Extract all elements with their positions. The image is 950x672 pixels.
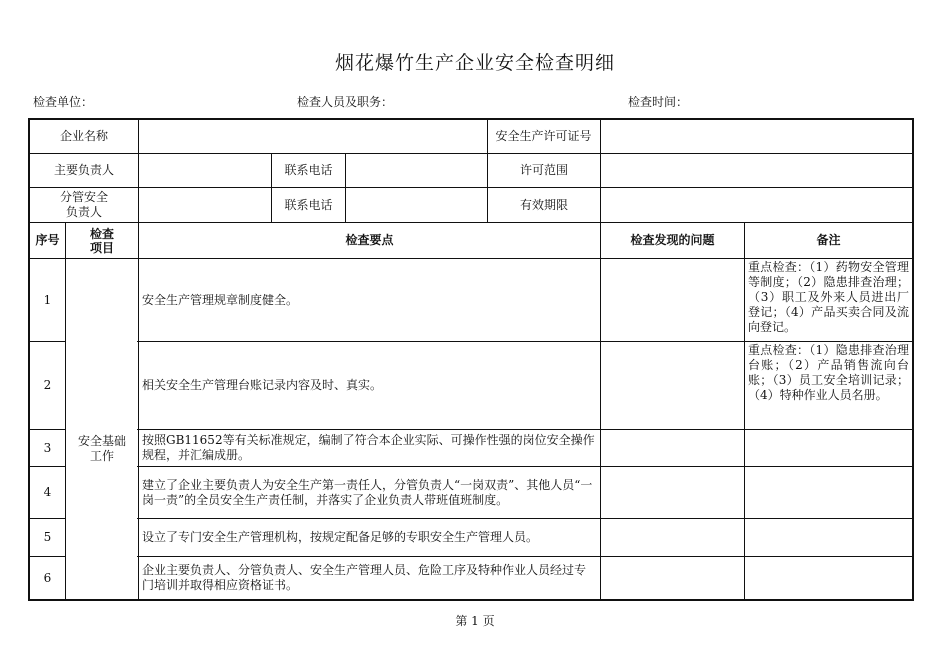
phone-label-1: 联系电话 [284,163,333,177]
validity-label: 有效期限 [519,197,568,212]
license-scope-label: 许可范围 [519,163,568,177]
row-5-issues-field[interactable] [601,519,744,556]
header-item [66,223,138,258]
row-3-point: 按照GB11652等有关标准规定，编制了符合本企业实际、可操作性强的岗位安全操作规程，并汇编成册。 [142,433,595,462]
row-2-no: 2 [43,378,52,392]
row-5-remark-field[interactable] [745,519,912,556]
row-3-issues-field[interactable] [601,430,744,466]
license-scope-field[interactable] [601,154,912,187]
header-no: 序号 [35,233,60,247]
category-line1: 安全基础 [77,434,126,448]
row-2-point: 相关安全生产管理台账记录内容及时、真实。 [142,378,383,392]
phone-field-2[interactable] [346,188,487,222]
inspector-label: 检查人员及职务： [297,95,394,109]
company-name-label: 企业名称 [59,128,108,143]
category-safety-basics [66,259,138,599]
row-1-issues-field[interactable] [601,259,744,341]
main-leader-label: 主要负责人 [53,163,114,177]
row-1-no: 1 [43,292,52,307]
company-name-field[interactable] [138,119,487,153]
row-1-point: 安全生产管理规章制度健全。 [142,292,299,307]
row-4-no: 4 [43,485,52,499]
deputy-leader-field[interactable] [139,188,271,222]
main-leader-field[interactable] [139,154,271,187]
phone-field-1[interactable] [346,154,487,187]
inspection-table [28,118,914,601]
header-item-line1: 检查 [89,226,114,241]
row-1-remark: 重点检查：（1）药物安全管理等制度；（2）隐患排查治理；（3）职工及外来人员进出厂登记；（4）产品买卖合同及流向登记。 [748,260,909,334]
row-4-remark-field[interactable] [745,467,912,518]
header-issues: 检查发现的问题 [630,233,715,247]
header-remarks: 备注 [816,233,841,247]
license-number-field[interactable] [601,119,912,153]
inspection-time-label: 检查时间： [628,95,689,109]
row-6-issues-field[interactable] [601,557,744,599]
row-5-point: 设立了专门安全生产管理机构，按规定配备足够的专职安全生产管理人员。 [142,530,539,544]
row-2-remark: 重点检查：（1）隐患排查治理台账；（2）产品销售流向台账；（3）员工安全培训记录；（4）特种作业人员名册。 [748,343,909,402]
license-number-label: 安全生产许可证号 [495,128,592,143]
row-3-remark-field[interactable] [745,430,912,466]
header-points: 检查要点 [345,233,394,247]
row-2-issues-field[interactable] [601,342,744,429]
header-item-line2: 项目 [89,240,114,255]
deputy-leader-label [30,188,138,222]
validity-field[interactable] [601,188,912,222]
row-5-no: 5 [43,530,52,544]
deputy-leader-label-line1: 分管安全 [59,190,108,204]
row-6-remark-field[interactable] [745,557,912,599]
row-4-point: 建立了企业主要负责人为安全生产第一责任人，分管负责人“一岗双责”、其他人员“一岗一责”的全员安全生产责任制，并落实了企业负责人带班值班制度。 [142,477,593,507]
row-3-no: 3 [43,440,52,455]
row-6-no: 6 [43,570,52,585]
inspection-unit-label: 检查单位： [33,95,94,109]
page-number: 第 1 页 [455,614,495,628]
phone-label-2: 联系电话 [284,197,333,212]
row-6-point: 企业主要负责人、分管负责人、安全生产管理人员、危险工序及特种作业人员经过专门培训并取得相应资格证书。 [142,563,587,592]
page-title: 烟花爆竹生产企业安全检查明细 [334,52,615,74]
category-line2: 工作 [89,449,114,463]
deputy-leader-label-line2: 负责人 [65,205,102,219]
row-4-issues-field[interactable] [601,467,744,518]
